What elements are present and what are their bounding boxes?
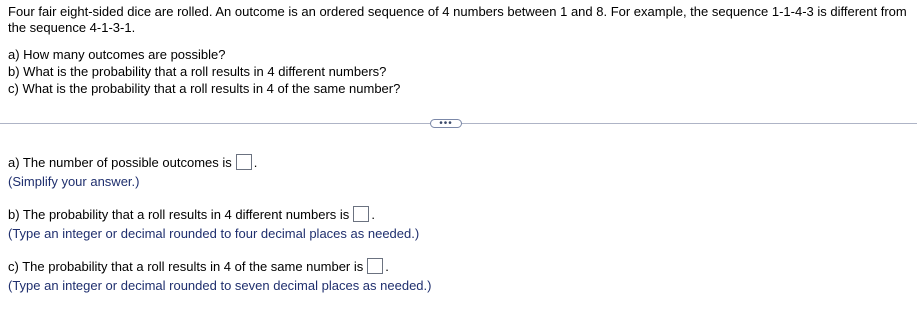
answer-b-period: . [371, 206, 375, 222]
answer-c-hint: (Type an integer or decimal rounded to seven decimal places as needed.) [8, 278, 432, 293]
answer-b-input[interactable] [353, 206, 369, 222]
answer-a-period: . [253, 154, 258, 170]
answer-c-period: . [385, 258, 389, 274]
question-text [8, 4, 913, 97]
answer-a-prompt: a) The number of possible outcomes is [8, 154, 232, 170]
question-parts [8, 46, 913, 97]
question-part-c: c) What is the probability that a roll results in 4 of the same number? [8, 81, 401, 96]
question-part-a: a) How many outcomes are possible? [8, 47, 226, 62]
answer-a-input[interactable] [236, 154, 252, 170]
answer-b-prompt: b) The probability that a roll results in 4 different numbers is [8, 206, 350, 222]
answer-part-a [8, 153, 257, 191]
answer-part-b [8, 205, 419, 243]
answer-c-input[interactable] [367, 258, 383, 274]
answer-b-hint: (Type an integer or decimal rounded to four decimal places as needed.) [8, 226, 420, 241]
question-intro: Four fair eight-sided dice are rolled. An outcome is an ordered sequence of 4 numbers between 1 and 8. For example, the sequence 1-1-4-3 is different from the sequence 4-1-3-1. [8, 4, 907, 35]
more-options-button[interactable]: ••• [430, 119, 462, 128]
answer-part-c [8, 257, 431, 295]
answer-a-hint: (Simplify your answer.) [8, 174, 140, 189]
question-part-b: b) What is the probability that a roll results in 4 different numbers? [8, 64, 387, 79]
answer-c-prompt: c) The probability that a roll results in 4 of the same number is [8, 258, 364, 274]
